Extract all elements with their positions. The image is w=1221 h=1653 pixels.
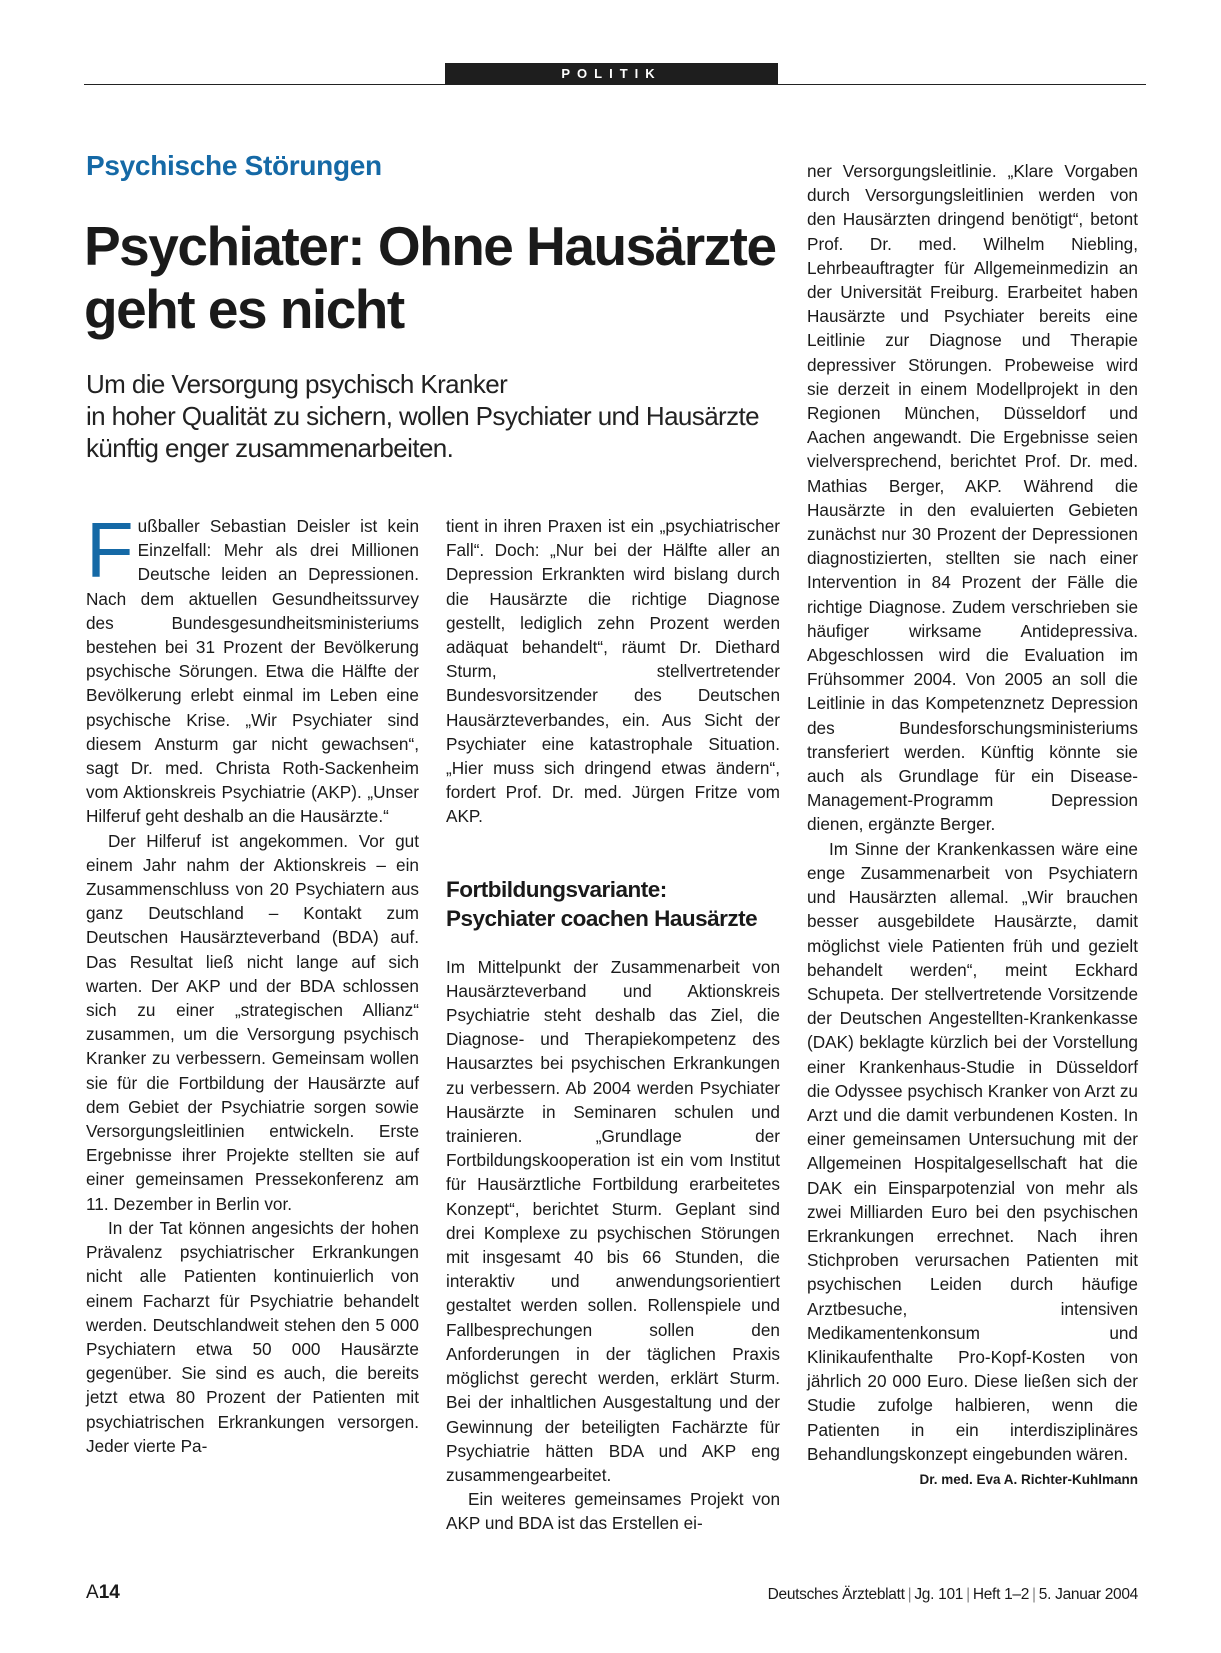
journal-footer: Deutsches Ärzteblatt | Jg. 101 | Heft 1–2 | 5. Januar 2004 (767, 1586, 1138, 1603)
article-kicker: Psychische Störungen (86, 150, 382, 181)
page-number-value: 14 (98, 1582, 120, 1603)
subheading-line-2: Psychiater coachen Hausärzte (446, 905, 758, 931)
paragraph: Im Mittelpunkt der Zusammenarbeit von Hausärzteverband und Aktionskreis Psychiatrie steht deshalb das Ziel, die Diagnose- und Therapiekompetenz des Hausarztes bei psychischen Erkrankungen zu verbessern. Ab 2004 werden Psychiater Hausärzte in Seminaren schulen und trainieren. „Grundlage der Fortbildungskooperation ist ein vom Institut für Hausärztliche Fortbildung erarbeitetes Konzept“, berichtet Sturm. Geplant sind drei Komplexe zu psychischen Störungen mit insgesamt 40 bis 66 Stunden, die interaktiv und anwendungsorientiert gestaltet werden sollen. Rollenspiele und Fallbesprechungen sollen den Anforderungen in der täglichen Praxis möglichst gerecht werden, erklärt Sturm. Bei der inhaltlichen Ausgestaltung und der Gewinnung der beteiligten Fachärzte für Psychiatrie hätten BDA und AKP eng zusammengearbeitet. (446, 956, 780, 1485)
section-subheading (446, 875, 780, 933)
page-prefix: A (86, 1582, 99, 1603)
paragraph-text: Im Sinne der Krankenkassen wäre eine enge Zusammenarbeit von Psychiatern und Hausärzten allemal. „Wir brauchen besser ausgebildete Hausärzte, damit möglichst viele Patienten früh und gezielt behandelt werden“, meint Eckhard Schupeta. Der stellvertretende Vorsitzende der Deutschen Angestellten-Krankenkasse (DAK) beklagte kürzlich bei der Vorstellung einer Krankenhaus-Studie in Düsseldorf die Odyssee psychisch Kranker von Arzt zu Arzt und die damit verbundenen Kosten. In einer gemeinsamen Untersuchung mit der Allgemeinen Hospitalgesellschaft hat die DAK ein Einsparpotenzial von mehr als zwei Milliarden Euro bei den psychischen Erkrankungen errechnet. Nach ihren Stichproben verursachen Patienten mit psychischen Leiden durch häufige Arztbesuche, intensiven Medikamentenkonsum und Klinikaufenthalte Pro-Kopf-Kosten von jährlich 20 000 Euro. Diese ließen sich der Studie zufolge halbieren, wenn die Patienten in ein interdisziplinäres Behandlungskonzept eingebunden wären. (807, 838, 1138, 1464)
journal-issue: Heft 1–2 (972, 1586, 1030, 1603)
article-lead (86, 368, 786, 464)
drop-cap: F (86, 506, 134, 594)
paragraph (807, 837, 1138, 1487)
journal-date: 5. Januar 2004 (1038, 1586, 1138, 1603)
author-byline: Dr. med. Eva A. Richter-Kuhlmann (919, 1471, 1138, 1487)
body-column-1 (86, 506, 419, 1458)
journal-volume: Jg. 101 (914, 1586, 964, 1603)
paragraph: Der Hilferuf ist angekommen. Vor gut einem Jahr nahm der Aktionskreis – ein Zusammenschluss von 20 Psychiatern aus ganz Deutschland – Kontakt zum Deutschen Hausärzteverband (BDA) auf. Das Resultat ließ nicht lange auf sich warten. Der AKP und der BDA schlossen sich zu einer „strategischen Allianz“ zusammen, um die Versorgung psychisch Kranker zu verbessern. Gemeinsam wollen sie für die Fortbildung der Hausärzte auf dem Gebiet der Psychiatrie sorgen sowie Versorgungsleitlinien entwickeln. Erste Ergebnisse ihrer Projekte stellten sie auf einer gemeinsamen Pressekonferenz am 11. Dezember in Berlin vor. (86, 830, 419, 1214)
headline-line-2: geht es nicht (84, 278, 404, 340)
journal-name: Deutsches Ärzteblatt (767, 1586, 905, 1603)
headline-line-1: Psychiater: Ohne Hausärzte (84, 215, 776, 277)
paragraph (86, 506, 419, 829)
paragraph: ner Versorgungsleitlinie. „Klare Vorgaben durch Versorgungsleitlinien werden von den Hausärzten dringend benötigt“, betont Prof. Dr. med. Wilhelm Niebling, Lehrbeauftragter für Allgemeinmedizin an der Universität Freiburg. Erarbeitet haben Hausärzte und Psychiater bereits eine Leitlinie zur Diagnose und Therapie depressiver Störungen. Probeweise wird sie derzeit in einem Modellprojekt in den Regionen München, Düsseldorf und Aachen angewandt. Die Ergebnisse seien vielversprechend, berichtet Prof. Dr. med. Mathias Berger, AKP. Während die Hausärzte in den evaluierten Gebieten zunächst nur 30 Prozent der Depressionen diagnostizierten, stellten sie nach einer Intervention in 84 Prozent der Fälle die richtige Diagnose. Zudem verschrieben sie häufiger wirksame Antidepressiva. Abgeschlossen wird die Evaluation im Frühsommer 2004. Von 2005 an soll die Leitlinie in das Kompetenznetz Depression des Bundesforschungsministeriums transferiert werden. Künftig könnte sie auch als Grundlage für ein Disease-Management-Programm Depression dienen, ergänzte Berger. (807, 161, 1138, 835)
subheading-line-1: Fortbildungsvariante: (446, 876, 667, 902)
body-column-2 (446, 514, 780, 1536)
lead-line-2: in hoher Qualität zu sichern, wollen Psychiater und Hausärzte (86, 401, 759, 431)
paragraph: tient in ihren Praxen ist ein „psychiatrischer Fall“. Doch: „Nur bei der Hälfte aller an Depression Erkrankten wird bislang durch die Hausärzte die richtige Diagnose gestellt, lediglich zehn Prozent werden adäquat behandelt“, räumt Dr. Diethard Sturm, stellvertretender Bundesvorsitzender des Deutschen Hausärzteverbandes, ein. Aus Sicht der Psychiater eine katastrophale Situation. „Hier muss sich dringend etwas ändern“, fordert Prof. Dr. med. Jürgen Fritze vom AKP. (446, 516, 780, 827)
lead-line-1: Um die Versorgung psychisch Kranker (86, 369, 508, 399)
lead-line-3: künftig enger zusammenarbeiten. (86, 433, 454, 463)
body-column-3 (807, 159, 1138, 1492)
paragraph: In der Tat können angesichts der hohen Prävalenz psychiatrischer Erkrankungen nicht alle Patienten kontinuierlich von einem Facharzt für Psychiatrie behandelt werden. Deutschlandweit stehen den 5 000 Psychiatern etwa 50 000 Hausärzte gegenüber. Sie sind es auch, die bereits jetzt etwa 80 Prozent der Patienten mit psychiatrischen Erkrankungen versorgen. Jeder vierte Pa- (86, 1217, 419, 1456)
article-headline (84, 215, 784, 341)
section-label: POLITIK (445, 63, 778, 85)
page-number (86, 1582, 120, 1604)
paragraph-text: ußballer Sebastian Deisler ist kein Einzelfall: Mehr als drei Millionen Deutsche leiden an Depressionen. Nach dem aktuellen Gesundheitssurvey des Bundesgesundheitsministeriums bestehen bei 31 Prozent der Bevölkerung psychische Sörungen. Etwa die Hälfte der Bevölkerung erlebt einmal im Leben eine psychische Krise. „Wir Psychiater sind diesem Ansturm gar nicht gewachsen“, sagt Dr. med. Christa Roth-Sackenheim vom Aktionskreis Psychiatrie (AKP). „Unser Hilferuf geht deshalb an die Hausärzte.“ (86, 516, 419, 827)
paragraph: Ein weiteres gemeinsames Projekt von AKP und BDA ist das Erstellen ei- (446, 1489, 780, 1534)
